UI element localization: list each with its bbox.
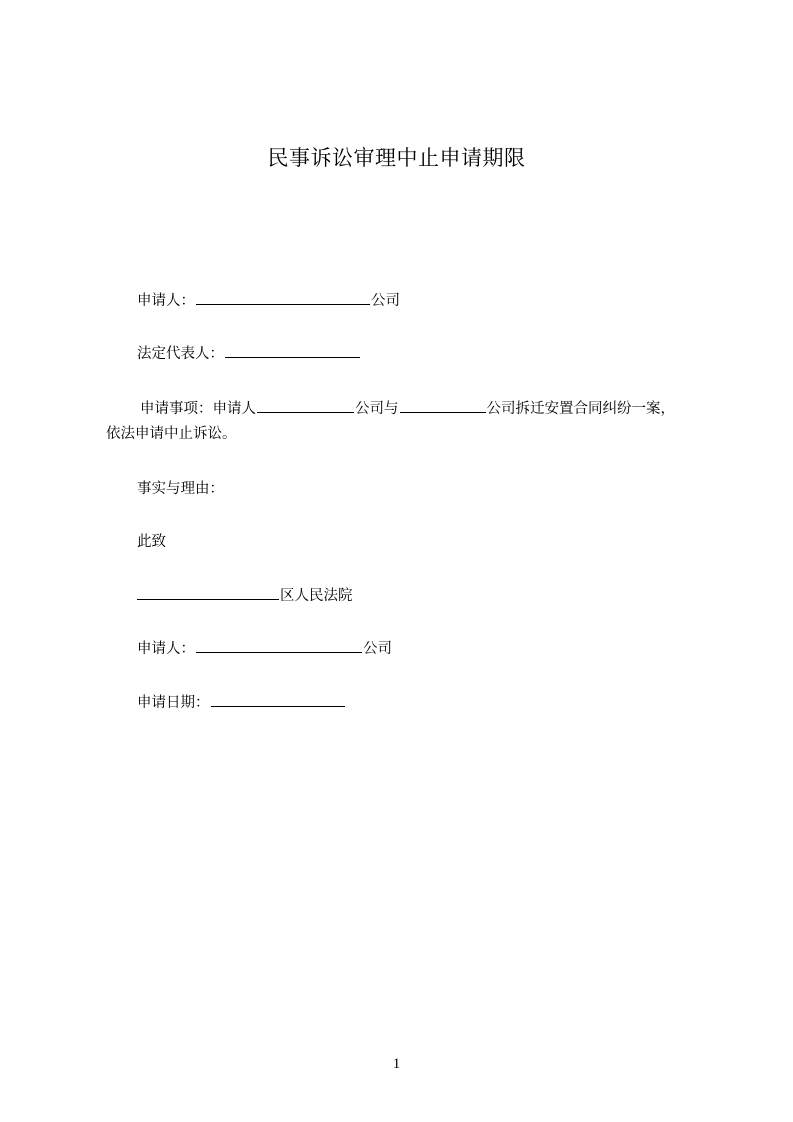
matter-part1: 申请人 [212,401,256,417]
matter-party1-blank[interactable] [257,398,354,413]
signature-label: 申请人： [137,641,195,657]
matter-party2-blank[interactable] [400,398,486,413]
court-line [137,585,353,606]
date-label: 申请日期： [137,695,210,711]
applicant-line [137,290,400,311]
document-title: 民事诉讼审理中止申请期限 [267,146,526,170]
signature-line [137,638,392,659]
legal-rep-blank[interactable] [225,343,360,358]
matter-part2: 公司与 [355,401,399,417]
court-suffix: 区人民法院 [280,588,353,604]
salutation: 此致 [137,534,166,550]
matter-line [140,398,675,419]
applicant-blank[interactable] [196,290,370,305]
date-line [137,692,346,713]
applicant-suffix: 公司 [371,293,400,309]
matter-line-2: 依法申请中止诉讼。 [106,426,237,442]
date-blank[interactable] [211,692,345,707]
signature-suffix: 公司 [363,641,392,657]
applicant-label: 申请人： [137,293,195,309]
facts-label: 事实与理由： [137,481,224,497]
court-blank[interactable] [137,585,279,600]
signature-blank[interactable] [196,638,362,653]
page-number: 1 [392,1056,401,1072]
matter-part3: 公司拆迁安置合同纠纷一案， [486,401,675,417]
matter-label: 申请事项： [140,401,213,417]
legal-rep-line [137,343,361,364]
legal-rep-label: 法定代表人： [137,346,224,362]
